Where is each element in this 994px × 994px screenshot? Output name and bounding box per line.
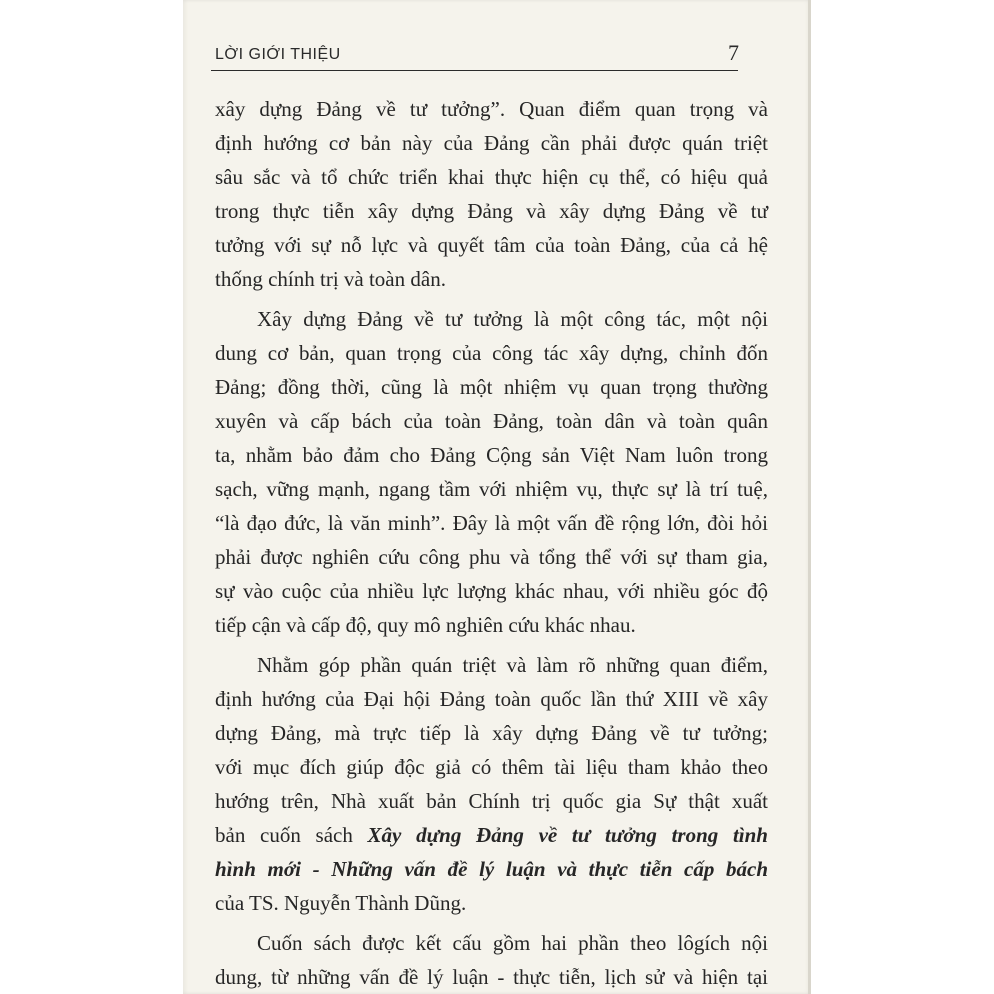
author-credit: của TS. Nguyễn Thành Dũng. — [215, 891, 467, 915]
text-line: sự vào cuộc của nhiều lực lượng khác nhau, với nhiều góc độ — [215, 579, 768, 603]
paragraph-1 — [215, 92, 768, 296]
book-title-part-2: hình mới - Những vấn đề lý luận và thực tiễn cấp bách — [215, 857, 768, 881]
body-text — [215, 92, 768, 994]
paragraph-2 — [215, 302, 768, 642]
text-line: định hướng của Đại hội Đảng toàn quốc lần thứ XIII về xây — [215, 687, 768, 711]
text-line: “là đạo đức, là văn minh”. Đây là một vấn đề rộng lớn, đòi hỏi — [215, 511, 768, 535]
text-line: Xây dựng Đảng về tư tưởng là một công tác, một nội — [257, 307, 768, 331]
page-edge — [808, 0, 811, 994]
text-line: Đảng; đồng thời, cũng là một nhiệm vụ quan trọng thường — [215, 375, 768, 399]
text-line: xuyên và cấp bách của toàn Đảng, toàn dân và toàn quân — [215, 409, 768, 433]
text-line: hướng trên, Nhà xuất bản Chính trị quốc gia Sự thật xuất — [215, 789, 768, 813]
text-line: định hướng cơ bản này của Đảng cần phải được quán triệt — [215, 131, 768, 155]
text-line: dung cơ bản, quan trọng của công tác xây dựng, chỉnh đốn — [215, 341, 768, 365]
text-line: thống chính trị và toàn dân. — [215, 267, 446, 291]
text-line: Cuốn sách được kết cấu gồm hai phần theo lôgích nội — [257, 931, 768, 955]
text-line: sâu sắc và tổ chức triển khai thực hiện cụ thể, có hiệu quả — [215, 165, 768, 189]
text-line: xây dựng Đảng về tư tưởng”. Quan điểm quan trọng và — [215, 97, 768, 121]
text-line — [215, 818, 768, 852]
text-line: trong thực tiễn xây dựng Đảng và xây dựng Đảng về tư — [215, 199, 768, 223]
text-line: với mục đích giúp độc giả có thêm tài liệu tham khảo theo — [215, 755, 768, 779]
title-line-prefix: bản cuốn sách — [215, 823, 368, 847]
text-line: dung, từ những vấn đề lý luận - thực tiễn, lịch sử và hiện tại — [215, 965, 768, 989]
page-number: 7 — [728, 40, 739, 65]
text-line: sạch, vững mạnh, ngang tầm với nhiệm vụ, thực sự là trí tuệ, — [215, 477, 768, 501]
header-rule — [211, 70, 738, 71]
running-title: LỜI GIỚI THIỆU — [215, 46, 341, 63]
paragraph-3 — [215, 648, 768, 920]
text-line: ta, nhằm bảo đảm cho Đảng Cộng sản Việt Nam luôn trong — [215, 443, 768, 467]
text-line: tưởng với sự nỗ lực và quyết tâm của toàn Đảng, của cả hệ — [215, 233, 768, 257]
book-page — [183, 0, 811, 994]
text-line: dựng Đảng, mà trực tiếp là xây dựng Đảng về tư tưởng; — [215, 721, 768, 745]
book-title-part-1: Xây dựng Đảng về tư tưởng trong tình — [367, 823, 768, 847]
text-line: Nhằm góp phần quán triệt và làm rõ những quan điểm, — [257, 653, 768, 677]
text-line: tiếp cận và cấp độ, quy mô nghiên cứu khác nhau. — [215, 613, 636, 637]
paragraph-4 — [215, 926, 768, 994]
text-line: phải được nghiên cứu công phu và tổng thể với sự tham gia, — [215, 545, 768, 569]
